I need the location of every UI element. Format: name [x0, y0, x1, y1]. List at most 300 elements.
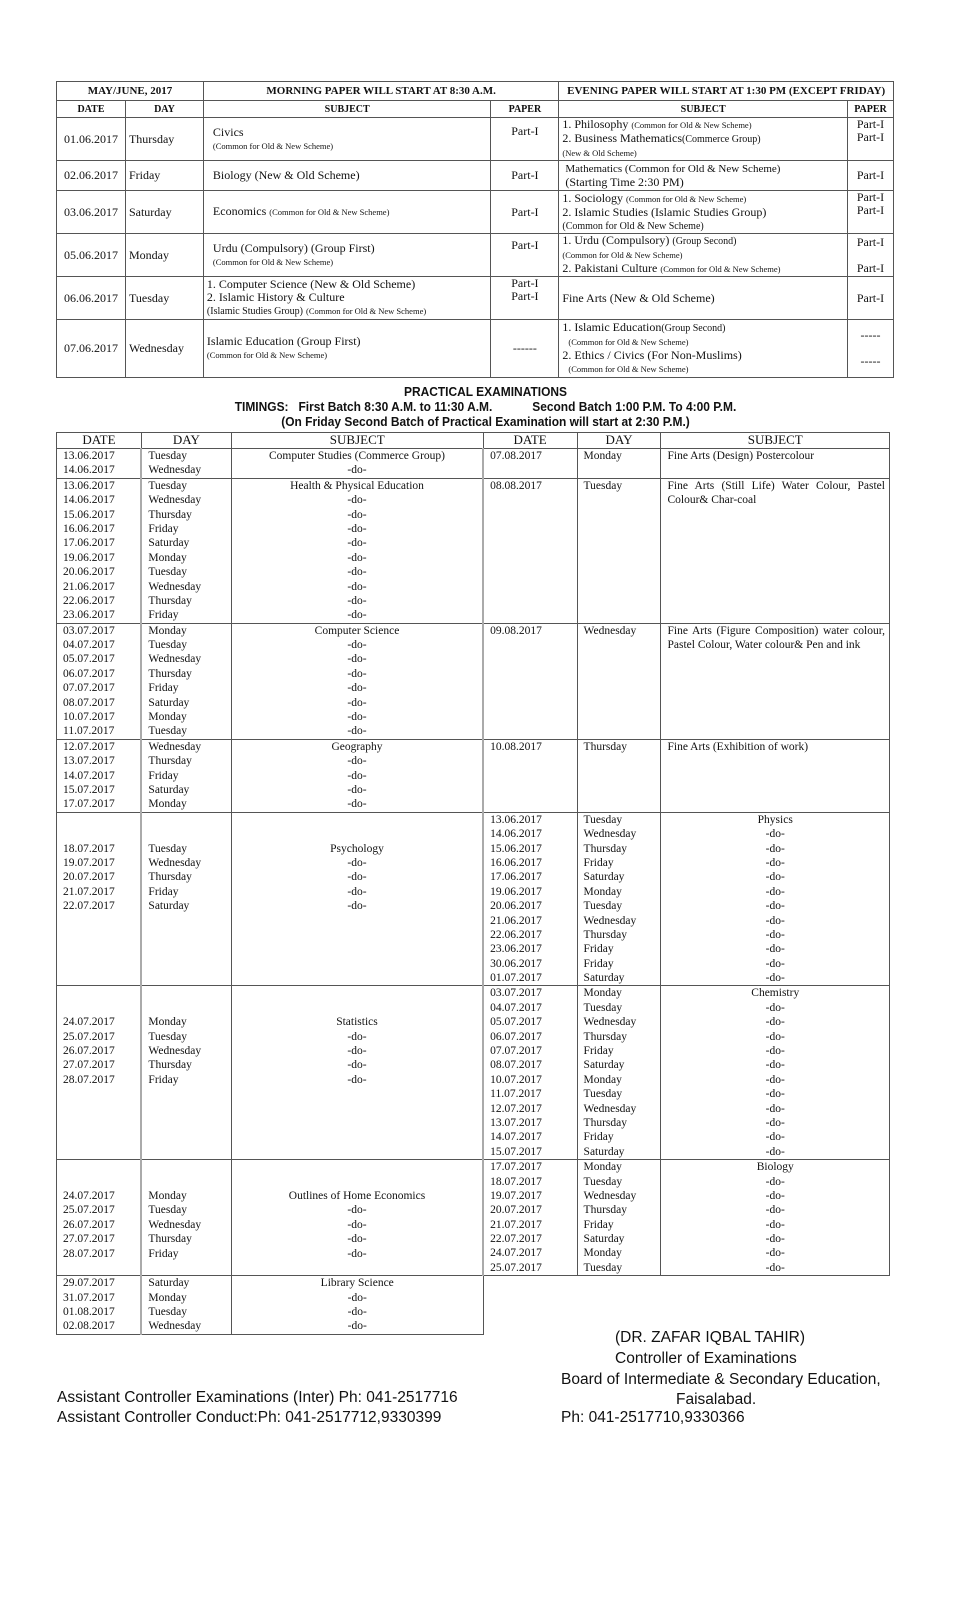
date-value: 31.07.2017	[63, 1291, 115, 1304]
ditto-mark: -do-	[347, 1306, 367, 1319]
subject-value: Physics	[757, 813, 793, 826]
ditto-mark: -do-	[347, 566, 367, 579]
day-value: Friday	[583, 1218, 614, 1231]
date-value: 25.07.2017	[490, 1261, 542, 1274]
table-row	[57, 449, 890, 479]
day-value: Monday	[148, 1016, 187, 1029]
ditto-mark: -do-	[765, 1233, 785, 1246]
evening-paper	[847, 234, 893, 277]
date-cell: 05.06.2017	[57, 234, 126, 277]
morning-paper: ------	[491, 320, 559, 378]
day-value: Thursday	[148, 755, 192, 768]
ditto-mark: -do-	[765, 1088, 785, 1101]
ditto-mark: -do-	[765, 957, 785, 970]
date-value: 10.07.2017	[63, 711, 115, 724]
subject-value: Statistics	[336, 1016, 378, 1029]
day-value: Tuesday	[583, 1175, 623, 1188]
date-value: 20.06.2017	[490, 900, 542, 913]
day-value: Wednesday	[148, 1045, 202, 1058]
date-value: 11.07.2017	[63, 725, 115, 738]
date-value: 13.07.2017	[63, 755, 115, 768]
ditto-mark: -do-	[347, 871, 367, 884]
day-value: Tuesday	[148, 1030, 187, 1043]
paper-value: Part-I	[856, 260, 885, 275]
day-value: Monday	[583, 885, 622, 898]
date-value: 17.06.2017	[63, 537, 115, 550]
subject-note: (Common for Old & New Scheme)	[206, 350, 328, 360]
day-value: Tuesday	[148, 1204, 187, 1217]
ditto-mark: -do-	[347, 508, 367, 521]
day-value: Monday	[583, 450, 622, 462]
evening-subject	[559, 320, 848, 378]
day-value: Friday	[148, 522, 179, 535]
date-value: 04.07.2017	[490, 1001, 542, 1014]
paper-value: Part-I	[511, 276, 539, 290]
date-value: 15.06.2017	[490, 842, 542, 855]
ditto-mark: -do-	[765, 1001, 785, 1014]
table-row	[57, 986, 890, 1160]
date-value: 22.07.2017	[490, 1233, 542, 1246]
day-value: Tuesday	[148, 450, 187, 462]
fine-arts-day	[577, 739, 661, 812]
date-value: 14.06.2017	[63, 464, 115, 477]
day-value: Tuesday	[148, 639, 187, 652]
ditto-mark: -do-	[347, 609, 367, 622]
table-row	[57, 320, 894, 378]
evening-header: EVENING PAPER WILL START AT 1:30 PM (EXCEPT FRIDAY)	[559, 82, 894, 101]
day-value: Monday	[583, 1073, 622, 1086]
subject-value: Library Science	[320, 1277, 394, 1290]
day-cell: Friday	[125, 161, 203, 191]
col-paper: PAPER	[491, 101, 559, 118]
date-value: 23.06.2017	[490, 943, 542, 956]
day-value: Wednesday	[148, 1218, 202, 1231]
table-row	[57, 739, 890, 812]
subject-name: Biology (New & Old Scheme)	[212, 168, 360, 182]
ditto-mark: -do-	[765, 1145, 785, 1158]
ditto-mark: -do-	[347, 580, 367, 593]
day-value: Tuesday	[583, 1088, 623, 1101]
ditto-mark: -do-	[765, 828, 785, 841]
date-value: 16.06.2017	[490, 856, 542, 869]
day-value: Wednesday	[583, 914, 637, 927]
day-value: Thursday	[148, 871, 192, 884]
day-value: Thursday	[148, 667, 192, 680]
date-value: 09.08.2017	[490, 624, 542, 637]
day-value: Friday	[583, 1045, 614, 1058]
evening-paper	[847, 320, 893, 378]
ditto-mark: -do-	[347, 667, 367, 680]
morning-subject	[203, 118, 491, 161]
day-value: Friday	[583, 943, 614, 956]
date-value: 08.07.2017	[490, 1059, 542, 1072]
day-value: Thursday	[583, 740, 627, 753]
signatory-title: Controller of Examinations	[615, 1350, 797, 1367]
table-row	[57, 234, 894, 277]
day-value: Friday	[148, 609, 179, 622]
subject-name: 1. Urdu (Compulsory)	[562, 233, 670, 247]
date-value: 22.06.2017	[490, 928, 542, 941]
fine-arts-date	[483, 478, 577, 623]
date-value: 08.07.2017	[63, 696, 115, 709]
day-cell: Monday	[125, 234, 203, 277]
day-value: Wednesday	[583, 1189, 637, 1202]
assistant-controller-conduct: Assistant Controller Conduct:Ph: 041-2517712,9330399	[57, 1409, 442, 1426]
date-value: 28.07.2017	[63, 1073, 115, 1086]
table-row	[57, 623, 890, 739]
date-value: 27.07.2017	[63, 1233, 115, 1246]
subject-value: Fine Arts (Figure Composition) water colour, Pastel Colour, Water colour& Pen and ink	[667, 624, 885, 652]
subject-note: (Starting Time 2:30 PM)	[565, 175, 684, 189]
date-value: 13.06.2017	[63, 450, 115, 462]
day-value: Friday	[583, 957, 614, 970]
ditto-mark: -do-	[347, 1218, 367, 1231]
practical-friday-note: (On Friday Second Batch of Practical Examination will start at 2:30 P.M.)	[281, 414, 690, 429]
paper-value: Part-I	[856, 190, 885, 204]
ditto-mark: -do-	[347, 1059, 367, 1072]
ditto-mark: -do-	[765, 1045, 785, 1058]
day-value: Saturday	[148, 1277, 190, 1290]
date-value: 15.07.2017	[490, 1145, 542, 1158]
col-day: DAY	[125, 101, 203, 118]
ditto-mark: -do-	[347, 725, 367, 738]
evening-paper	[847, 191, 893, 234]
subject-note: (Common for Old & New Scheme)	[626, 193, 747, 204]
date-value: 21.07.2017	[63, 885, 115, 898]
day-value: Saturday	[583, 871, 625, 884]
day-value: Monday	[148, 798, 187, 811]
date-value: 24.07.2017	[490, 1247, 542, 1260]
subject-note: (Common for Old & New Scheme)	[562, 250, 683, 260]
ditto-mark: -do-	[765, 943, 785, 956]
ditto-mark: -do-	[765, 1218, 785, 1231]
morning-header: MORNING PAPER WILL START AT 8:30 A.M.	[203, 82, 558, 101]
date-value: 26.07.2017	[63, 1218, 115, 1231]
subject-note: (Commerce Group)	[682, 134, 761, 145]
table-row	[57, 191, 894, 234]
ditto-mark: -do-	[347, 885, 367, 898]
date-value: 02.08.2017	[63, 1320, 115, 1333]
subject-note: (Common for Old & New Scheme)	[269, 207, 390, 217]
ditto-mark: -do-	[765, 1131, 785, 1144]
date-value: 30.06.2017	[490, 957, 542, 970]
table-row	[57, 812, 890, 986]
subject-value: Fine Arts (Still Life) Water Colour, Pastel Colour& Char-coal	[667, 479, 885, 507]
day-value: Wednesday	[148, 1320, 202, 1333]
session-header: MAY/JUNE, 2017	[57, 82, 204, 101]
evening-paper: Part-I	[847, 161, 893, 191]
ditto-mark: -do-	[347, 696, 367, 709]
col-day-right: DAY	[577, 433, 661, 449]
subject-name: 1. Computer Science (New & Old Scheme)	[206, 277, 416, 291]
day-value: Tuesday	[148, 842, 187, 855]
subject-name: 2. Islamic Studies (Islamic Studies Group)	[562, 204, 767, 219]
ditto-mark: -do-	[347, 522, 367, 535]
evening-paper: Part-I	[847, 277, 893, 320]
day-value: Saturday	[583, 972, 625, 985]
col-subject: SUBJECT	[231, 433, 483, 449]
date-value: 07.08.2017	[490, 450, 542, 462]
date-value: 19.07.2017	[63, 856, 115, 869]
day-value: Wednesday	[148, 740, 202, 753]
signatory-name: (DR. ZAFAR IQBAL TAHIR)	[615, 1329, 806, 1346]
theory-date-sheet-table	[56, 81, 894, 378]
date-cell: 06.06.2017	[57, 277, 126, 320]
day-cell: Tuesday	[125, 277, 203, 320]
date-value: 06.07.2017	[63, 667, 115, 680]
subject-note: (Group Second)	[661, 323, 726, 334]
practical-date-sheet-table	[56, 432, 890, 1335]
day-value: Thursday	[583, 1030, 627, 1043]
day-value: Monday	[148, 551, 187, 564]
date-value: 28.07.2017	[63, 1247, 115, 1260]
date-value: 20.06.2017	[63, 566, 115, 579]
day-value: Monday	[148, 711, 187, 724]
ditto-mark: -do-	[347, 464, 367, 477]
day-value: Friday	[148, 769, 179, 782]
fine-arts-day	[577, 449, 661, 479]
date-value: 24.07.2017	[63, 1016, 115, 1029]
subject-value: Geography	[331, 740, 383, 753]
day-value: Saturday	[583, 1145, 625, 1158]
subject-note: (Common for Old & New Scheme)	[562, 220, 704, 232]
ditto-mark: -do-	[347, 551, 367, 564]
date-value: 22.07.2017	[63, 900, 115, 913]
date-value: 18.07.2017	[63, 842, 115, 855]
paper-value: Part-I	[856, 130, 885, 144]
day-value: Thursday	[583, 842, 627, 855]
subject-value: Computer Studies (Commerce Group)	[269, 450, 445, 462]
date-value: 12.07.2017	[490, 1102, 542, 1115]
day-value: Wednesday	[148, 580, 202, 593]
subject-name: 1. Islamic Education	[562, 320, 662, 334]
day-value: Friday	[148, 1073, 179, 1086]
date-value: 25.07.2017	[63, 1030, 115, 1043]
date-value: 16.06.2017	[63, 522, 115, 535]
ditto-mark: -do-	[347, 1233, 367, 1246]
date-value: 01.08.2017	[63, 1306, 115, 1319]
col-subject: SUBJECT	[203, 101, 491, 118]
ditto-mark: -do-	[347, 900, 367, 913]
subject-note: (Group Second)	[672, 236, 737, 247]
practical-timings: TIMINGS: First Batch 8:30 A.M. to 11:30 A.M. Second Batch 1:00 P.M. To 4:00 P.M.	[234, 399, 737, 414]
table-row	[57, 161, 894, 191]
date-value: 06.07.2017	[490, 1030, 542, 1043]
ditto-mark: -do-	[765, 1030, 785, 1043]
ditto-mark: -do-	[347, 1204, 367, 1217]
subject-note: (Common for Old & New Scheme)	[306, 306, 427, 316]
date-value: 17.06.2017	[490, 871, 542, 884]
subject-value: Outlines of Home Economics	[288, 1189, 426, 1202]
col-date-right: DATE	[483, 433, 577, 449]
day-value: Saturday	[148, 537, 190, 550]
subject-note: (Common for Old & New Scheme)	[212, 256, 334, 267]
ditto-mark: -do-	[765, 1261, 785, 1274]
morning-subject	[203, 320, 491, 378]
evening-subject	[559, 234, 848, 277]
fine-arts-date	[483, 449, 577, 479]
day-value: Saturday	[583, 1233, 625, 1246]
morning-paper: Part-I	[491, 191, 559, 234]
day-value: Thursday	[148, 1059, 192, 1072]
subject-name: Economics	[212, 204, 267, 218]
date-value: 15.06.2017	[63, 508, 115, 521]
ditto-mark: -do-	[347, 1320, 367, 1333]
subject-value: Fine Arts (Exhibition of work)	[667, 740, 809, 753]
date-value: 25.07.2017	[63, 1204, 115, 1217]
subject-name: Mathematics (Common for Old & New Scheme)	[565, 163, 781, 175]
fine-arts-date	[483, 739, 577, 812]
ditto-mark: -do-	[347, 653, 367, 666]
subject-name: 1. Sociology	[562, 190, 624, 205]
day-cell: Saturday	[125, 191, 203, 234]
day-value: Tuesday	[583, 900, 623, 913]
subject-name: 2. Islamic History & Culture	[206, 290, 345, 304]
date-cell: 07.06.2017	[57, 320, 126, 378]
date-value: 05.07.2017	[490, 1016, 542, 1029]
col-subject-evening: SUBJECT	[559, 101, 848, 118]
day-value: Wednesday	[583, 1102, 637, 1115]
day-value: Wednesday	[148, 464, 202, 477]
date-value: 22.06.2017	[63, 594, 115, 607]
ditto-mark: -do-	[347, 1291, 367, 1304]
day-value: Saturday	[148, 696, 190, 709]
day-value: Thursday	[148, 1233, 192, 1246]
day-value: Monday	[583, 987, 622, 1000]
day-value: Tuesday	[148, 566, 187, 579]
day-value: Tuesday	[148, 1306, 187, 1319]
evening-subject	[559, 161, 848, 191]
ditto-mark: -do-	[765, 900, 785, 913]
ditto-mark: -do-	[765, 842, 785, 855]
date-value: 03.07.2017	[490, 987, 542, 1000]
ditto-mark: -do-	[347, 594, 367, 607]
date-value: 20.07.2017	[490, 1204, 542, 1217]
subject-value: Fine Arts (Design) Postercolour	[667, 450, 815, 462]
ditto-mark: -do-	[765, 1189, 785, 1202]
subject-note: (Common for Old & New Scheme)	[568, 337, 689, 347]
table-row	[57, 118, 894, 161]
col-day: DAY	[141, 433, 231, 449]
evening-subject	[559, 191, 848, 234]
subject-name: Fine Arts (New & Old Scheme)	[562, 290, 715, 305]
date-value: 18.07.2017	[490, 1175, 542, 1188]
day-value: Tuesday	[583, 813, 623, 826]
fine-arts-subject	[661, 478, 890, 623]
subject-name: Urdu (Compulsory) (Group First)	[212, 240, 375, 255]
ditto-mark: -do-	[347, 783, 367, 796]
day-value: Wednesday	[148, 653, 202, 666]
date-value: 13.06.2017	[63, 479, 115, 492]
day-value: Tuesday	[148, 479, 187, 492]
date-cell: 01.06.2017	[57, 118, 126, 161]
day-value: Friday	[148, 885, 179, 898]
day-value: Saturday	[148, 783, 190, 796]
ditto-mark: -do-	[765, 1116, 785, 1129]
day-value: Wednesday	[583, 624, 637, 637]
paper-value: Part-I	[856, 117, 885, 131]
day-value: Saturday	[583, 1059, 625, 1072]
date-value: 11.07.2017	[490, 1088, 542, 1101]
ditto-mark: -do-	[765, 1016, 785, 1029]
paper-value: -----	[860, 354, 881, 368]
date-cell: 02.06.2017	[57, 161, 126, 191]
ditto-mark: -do-	[765, 1102, 785, 1115]
ditto-mark: -do-	[347, 711, 367, 724]
ditto-mark: -do-	[347, 1045, 367, 1058]
date-value: 19.07.2017	[490, 1189, 542, 1202]
date-value: 05.07.2017	[63, 653, 115, 666]
subject-name: 2. Ethics / Civics (For Non-Muslims)	[562, 348, 742, 362]
day-value: Thursday	[583, 928, 627, 941]
day-value: Thursday	[583, 1116, 627, 1129]
paper-value: -----	[860, 328, 881, 342]
subject-name: 1. Philosophy	[562, 117, 629, 131]
day-value: Wednesday	[148, 494, 202, 507]
ditto-mark: -do-	[765, 871, 785, 884]
subject-note: (Common for Old & New Scheme)	[568, 364, 689, 374]
subject-note: (New & Old Scheme)	[562, 148, 637, 158]
paper-value: Part-I	[856, 234, 885, 249]
date-value: 14.07.2017	[63, 769, 115, 782]
day-value: Tuesday	[583, 1261, 623, 1274]
ditto-mark: -do-	[765, 972, 785, 985]
evening-subject	[559, 277, 848, 320]
day-value: Monday	[583, 1247, 622, 1260]
date-value: 08.08.2017	[490, 479, 542, 492]
subject-value: Biology	[756, 1161, 794, 1174]
ditto-mark: -do-	[765, 856, 785, 869]
ditto-mark: -do-	[765, 1247, 785, 1260]
date-value: 03.07.2017	[63, 624, 115, 637]
board-city: Faisalabad.	[676, 1391, 757, 1408]
board-name: Board of Intermediate & Secondary Education,	[561, 1371, 881, 1388]
date-value: 17.07.2017	[63, 798, 115, 811]
day-value: Thursday	[583, 1204, 627, 1217]
col-date: DATE	[57, 433, 142, 449]
day-value: Monday	[583, 1161, 622, 1174]
ditto-mark: -do-	[765, 885, 785, 898]
paper-value: Part-I	[856, 203, 885, 217]
fine-arts-subject	[661, 449, 890, 479]
morning-paper: Part-I	[491, 118, 559, 161]
ditto-mark: -do-	[347, 856, 367, 869]
ditto-mark: -do-	[347, 798, 367, 811]
date-value: 21.06.2017	[490, 914, 542, 927]
date-value: 26.07.2017	[63, 1045, 115, 1058]
ditto-mark: -do-	[765, 1204, 785, 1217]
date-value: 01.07.2017	[490, 972, 542, 985]
subject-note: (Common for Old & New Scheme)	[212, 140, 334, 151]
day-value: Thursday	[148, 594, 192, 607]
day-value: Tuesday	[148, 725, 187, 738]
subject-name: 2. Business Mathematics	[562, 131, 683, 145]
fine-arts-date	[483, 623, 577, 739]
ditto-mark: -do-	[347, 755, 367, 768]
subject-value: Computer Science	[314, 624, 400, 637]
day-value: Saturday	[148, 900, 190, 913]
table-row	[57, 478, 890, 623]
subject-name: Islamic Education (Group First)	[206, 334, 361, 348]
ditto-mark: -do-	[765, 1073, 785, 1086]
date-value: 21.07.2017	[490, 1218, 542, 1231]
ditto-mark: -do-	[347, 1073, 367, 1086]
morning-subject	[203, 161, 491, 191]
board-phone: Ph: 041-2517710,9330366	[561, 1409, 745, 1426]
date-value: 24.07.2017	[63, 1189, 115, 1202]
table-row	[57, 277, 894, 320]
fine-arts-subject	[661, 739, 890, 812]
